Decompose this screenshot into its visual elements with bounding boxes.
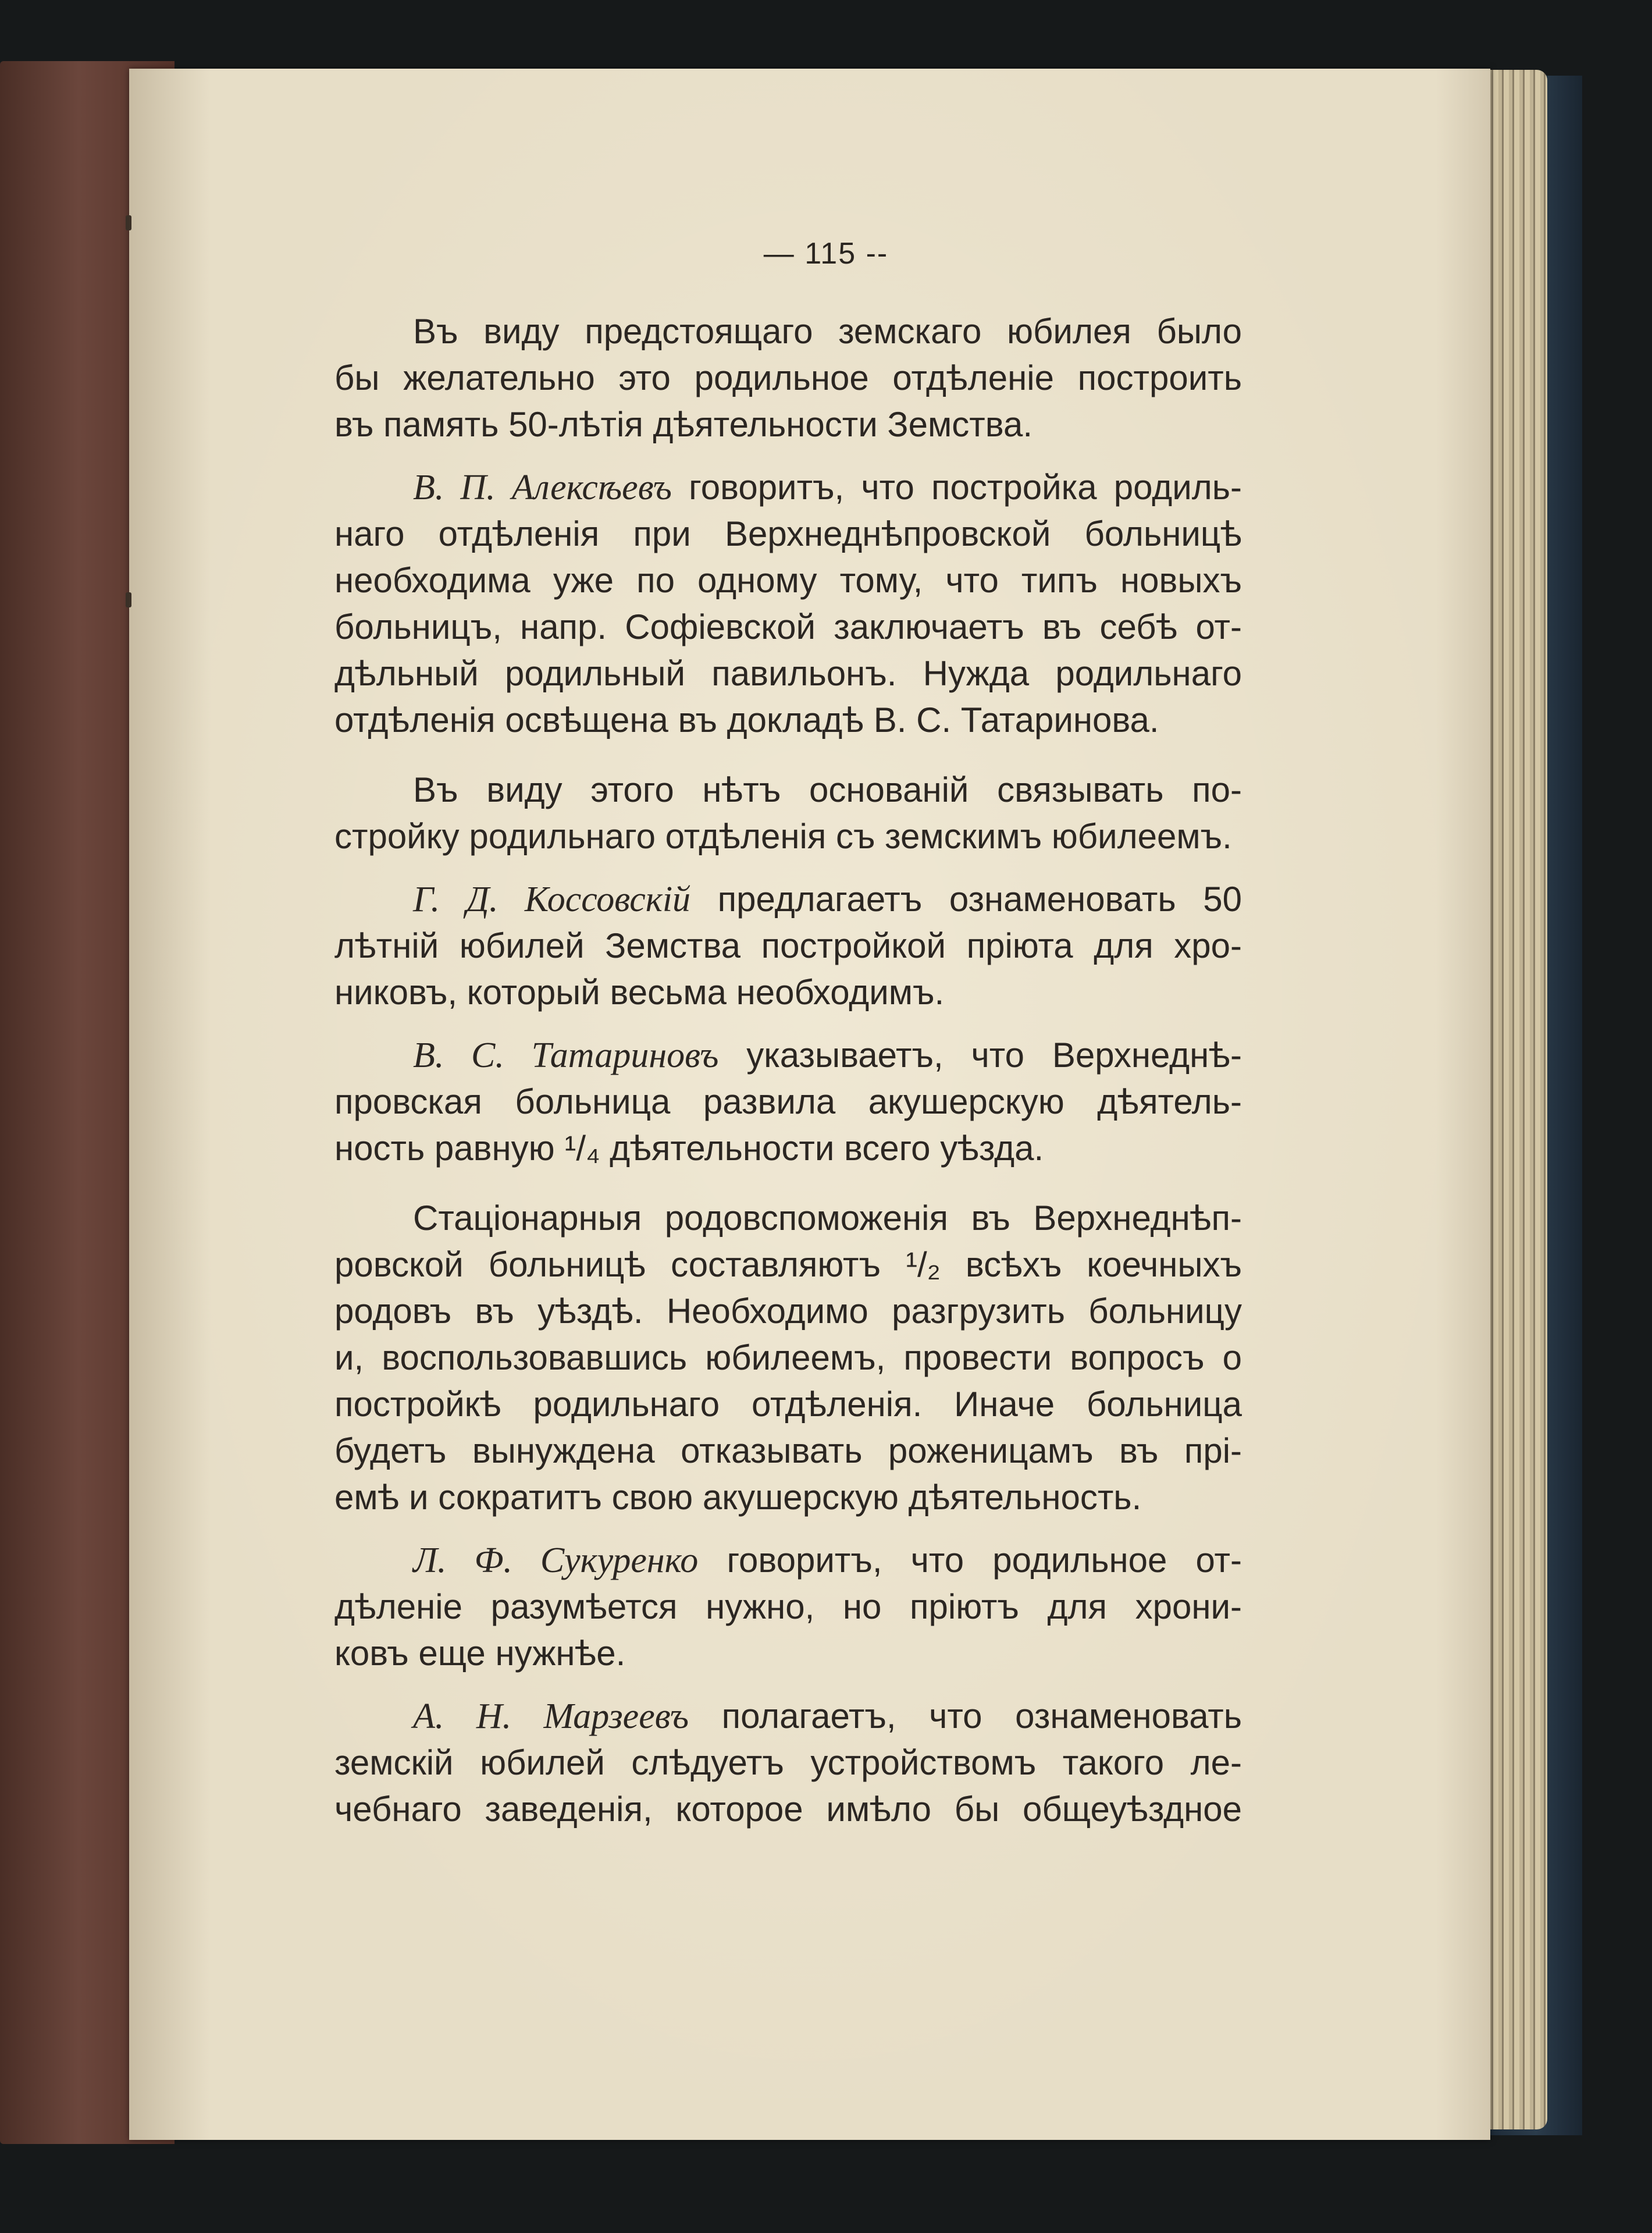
paragraph xyxy=(334,1195,1242,1521)
text-line: никовъ, который весьма необходимъ. xyxy=(334,973,945,1012)
text-line xyxy=(334,876,1242,923)
text-line xyxy=(334,1537,1242,1584)
text-line: больницъ, напр. Софіевской заключаетъ въ себѣ от- xyxy=(334,607,1242,646)
text-line: ровской больницѣ составляютъ ¹/₂ всѣхъ коечныхъ xyxy=(334,1245,1242,1284)
speaker-name: В. П. Алексѣевъ xyxy=(413,468,672,507)
text-line: лѣтній юбилей Земства постройкой пріюта для хро- xyxy=(334,926,1242,965)
paragraph xyxy=(334,876,1242,1016)
paragraph xyxy=(334,767,1242,860)
speaker-name: А. Н. Марзеевъ xyxy=(413,1697,689,1736)
text-line: ковъ еще нужнѣе. xyxy=(334,1634,626,1673)
paragraph xyxy=(334,1537,1242,1677)
text-line: емѣ и сократитъ свою акушерскую дѣятельность. xyxy=(334,1478,1142,1517)
text-line: провская больница развила акушерскую дѣятель- xyxy=(334,1082,1242,1121)
line-text: указываетъ, что Верхнеднѣ- xyxy=(718,1036,1242,1075)
paragraph xyxy=(334,1693,1242,1833)
text-line: родовъ въ уѣздѣ. Необходимо разгрузить больницу xyxy=(334,1292,1242,1331)
binding-thread-mark xyxy=(126,215,131,230)
text-line: ность равную ¹/₄ дѣятельности всего уѣзда. xyxy=(334,1129,1044,1168)
binding-thread-mark xyxy=(126,592,131,607)
line-text: говоритъ, что родильное от- xyxy=(698,1541,1242,1580)
speaker-name: Л. Ф. Сукуренко xyxy=(413,1541,699,1580)
text-line: будетъ вынуждена отказывать роженицамъ въ прі- xyxy=(334,1431,1242,1470)
page-number: — 115 -- xyxy=(763,237,889,271)
text-line: стройку родильнаго отдѣленія съ земскимъ юбилеемъ. xyxy=(334,817,1232,856)
text-line: и, воспользовавшись юбилеемъ, провести вопросъ о xyxy=(334,1338,1242,1377)
body-text xyxy=(334,308,1242,1849)
text-line xyxy=(334,464,1242,511)
text-line: дѣльный родильный павильонъ. Нужда родильнаго xyxy=(334,654,1242,693)
text-line: постройкѣ родильнаго отдѣленія. Иначе больница xyxy=(334,1385,1242,1424)
line-text: говоритъ, что постройка родиль- xyxy=(671,468,1242,507)
text-line: отдѣленія освѣщена въ докладѣ В. С. Татаринова. xyxy=(334,701,1159,739)
text-line: Въ виду предстоящаго земскаго юбилея было xyxy=(413,312,1242,351)
speaker-name: Г. Д. Коссовскій xyxy=(413,880,691,919)
text-line: дѣленіе разумѣется нужно, но пріютъ для хрони- xyxy=(334,1587,1242,1626)
line-text: предлагаетъ ознаменовать 50 xyxy=(690,880,1242,919)
text-line: бы желательно это родильное отдѣленіе построить xyxy=(334,358,1242,397)
paragraph xyxy=(334,308,1242,448)
text-line xyxy=(334,1693,1242,1740)
paragraph xyxy=(334,464,1242,744)
text-line: наго отдѣленія при Верхнеднѣпровской больницѣ xyxy=(334,514,1242,553)
text-line: земскій юбилей слѣдуетъ устройствомъ такого ле- xyxy=(334,1743,1242,1782)
text-line: въ память 50-лѣтія дѣятельности Земства. xyxy=(334,405,1032,444)
text-line: Стаціонарныя родовспоможенія въ Верхнеднѣп- xyxy=(413,1199,1242,1238)
text-line xyxy=(334,1032,1242,1079)
speaker-name: В. С. Татариновъ xyxy=(413,1036,719,1075)
line-text: полагаетъ, что ознаменовать xyxy=(689,1697,1242,1736)
paragraph xyxy=(334,1032,1242,1172)
text-line: необходима уже по одному тому, что типъ новыхъ xyxy=(334,561,1242,600)
text-line: Въ виду этого нѣтъ основаній связывать по- xyxy=(413,770,1242,809)
text-line: чебнаго заведенія, которое имѣло бы общеуѣздное xyxy=(334,1790,1242,1829)
